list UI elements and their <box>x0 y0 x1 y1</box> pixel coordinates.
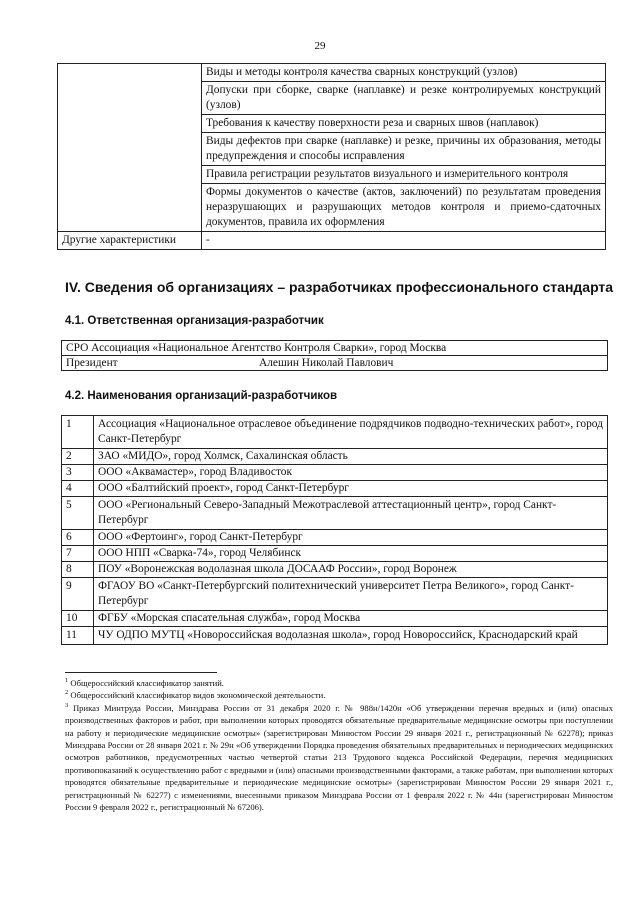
footnote-mark: 3 <box>65 701 69 709</box>
table-row <box>62 356 608 371</box>
responsible-person-cell <box>62 356 608 371</box>
table-cell-right: Допуски при сборке, сварке (наплавке) и резке контролируемых конструкций (узлов) <box>202 82 606 115</box>
org-name: ПОУ «Воронежская водолазная школа ДОСААФ России», город Воронеж <box>94 562 608 578</box>
footnote-text: Общероссийский классификатор занятий. <box>70 678 224 688</box>
table-row <box>62 611 608 627</box>
footnote <box>65 677 613 689</box>
org-name: Ассоциация «Национальное отраслевое объединение подрядчиков подводно-технических работ», город Санкт-Петербург <box>94 416 608 449</box>
footnote <box>65 689 613 701</box>
other-characteristics-label: Другие характеристики <box>58 232 202 250</box>
responsible-org-name: СРО Ассоциация «Национальное Агентство Контроля Сварки», город Москва <box>62 341 608 356</box>
row-number: 5 <box>62 497 94 530</box>
org-name: ФГБУ «Морская спасательная служба», город Москва <box>94 611 608 627</box>
org-name: ООО «Балтийский проект», город Санкт-Петербург <box>94 481 608 497</box>
table-row <box>62 627 608 645</box>
table-row <box>62 530 608 546</box>
table-row <box>62 481 608 497</box>
table-cell-right: Виды и методы контроля качества сварных конструкций (узлов) <box>202 64 606 82</box>
section-heading: IV. Сведения об организациях – разработчиках профессионального стандарта <box>65 279 614 295</box>
table-row <box>62 416 608 449</box>
responsible-person: Алешин Николай Павлович <box>259 357 394 369</box>
table-row <box>62 546 608 562</box>
table-cell-right: Формы документов о качестве (актов, заключений) по результатам проведения неразрушающих и разрушающих методов контроля и приемо-сдаточных документов, правила их оформления <box>202 184 606 232</box>
developers-heading: 4.2. Наименования организаций-разработчиков <box>65 390 338 402</box>
responsible-org-table <box>61 340 608 371</box>
row-number: 4 <box>62 481 94 497</box>
footnote-text: Приказ Минтруда России, Минздрава России от 31 декабря 2020 г. № 988н/1420н «Об утверждении перечня вредных и (или) опасных производственных факторов и работ, при выполнении которых проводятся обязательные предварительные медицинские осмотры при поступлении на работу и периодические медицинские осмотры» (зарегистрирован Минюстом России 29 января 2021 г., регистрационный № 62278); приказ Минздрава России от 28 января 2021 г. № 29н «Об утверждении Порядка проведения обязательных предварительных и периодических медицинских осмотров работников, предусмотренных частью четвертой статьи 213 Трудового кодекса Российской Федерации, перечня медицинских противопоказаний к осуществлению работ с вредными и (или) опасными производственными факторами, а также работам, при выполнении которых проводятся обязательные предварительные и периодические медицинские осмотры» (зарегистрирован Минюстом России 29 января 2021 г., регистрационный № 62277) с изменениями, внесенными приказом Минздрава России от 1 февраля 2022 г. № 44н (зарегистрирован Минюстом России 9 февраля 2022 г., регистрационный № 67206). <box>65 702 614 813</box>
developers-table <box>61 415 608 645</box>
footnote-mark: 2 <box>65 689 69 697</box>
row-number: 2 <box>62 449 94 465</box>
org-name: ООО НПП «Сварка-74», город Челябинск <box>94 546 608 562</box>
table-row <box>62 449 608 465</box>
responsible-position: Президент <box>66 357 118 369</box>
row-number: 10 <box>62 611 94 627</box>
row-number: 11 <box>62 627 94 645</box>
table-cell-right: Виды дефектов при сварке (наплавке) и резке, причины их образования, методы предупреждения и способы исправления <box>202 133 606 166</box>
row-number: 6 <box>62 530 94 546</box>
responsible-org-heading: 4.1. Ответственная организация-разработчик <box>65 315 324 327</box>
table-cell-left <box>58 64 202 232</box>
org-name: ЗАО «МИДО», город Холмск, Сахалинская область <box>94 449 608 465</box>
row-number: 1 <box>62 416 94 449</box>
table-row <box>62 562 608 578</box>
org-name: ЧУ ОДПО МУТЦ «Новороссийская водолазная школа», город Новороссийск, Краснодарский край <box>94 627 608 645</box>
table-row <box>62 578 608 611</box>
other-characteristics-value: - <box>202 232 606 250</box>
org-name: ООО «Аквамастер», город Владивосток <box>94 465 608 481</box>
page-number: 29 <box>314 40 326 52</box>
org-name: ООО «Региональный Северо-Западный Межотраслевой аттестационный центр», город Санкт-Петербург <box>94 497 608 530</box>
row-number: 9 <box>62 578 94 611</box>
table-cell-right: Правила регистрации результатов визуального и измерительного контроля <box>202 166 606 184</box>
table-row <box>58 232 606 250</box>
table-row <box>62 497 608 530</box>
org-name: ФГАОУ ВО «Санкт-Петербургский политехнический университет Петра Великого», город Санкт-Петербург <box>94 578 608 611</box>
footnote-text: Общероссийский классификатор видов экономической деятельности. <box>70 690 326 701</box>
table-row <box>62 341 608 356</box>
table-row <box>62 465 608 481</box>
footnotes <box>65 677 613 813</box>
row-number: 7 <box>62 546 94 562</box>
requirements-table <box>57 63 606 250</box>
table-cell-right: Требования к качеству поверхности реза и сварных швов (наплавок) <box>202 115 606 133</box>
org-name: ООО «Фертоинг», город Санкт-Петербург <box>94 530 608 546</box>
row-number: 8 <box>62 562 94 578</box>
row-number: 3 <box>62 465 94 481</box>
footnote <box>65 702 613 814</box>
table-row <box>58 64 606 82</box>
footnote-mark: 1 <box>65 677 69 685</box>
footnote-divider <box>65 672 217 673</box>
